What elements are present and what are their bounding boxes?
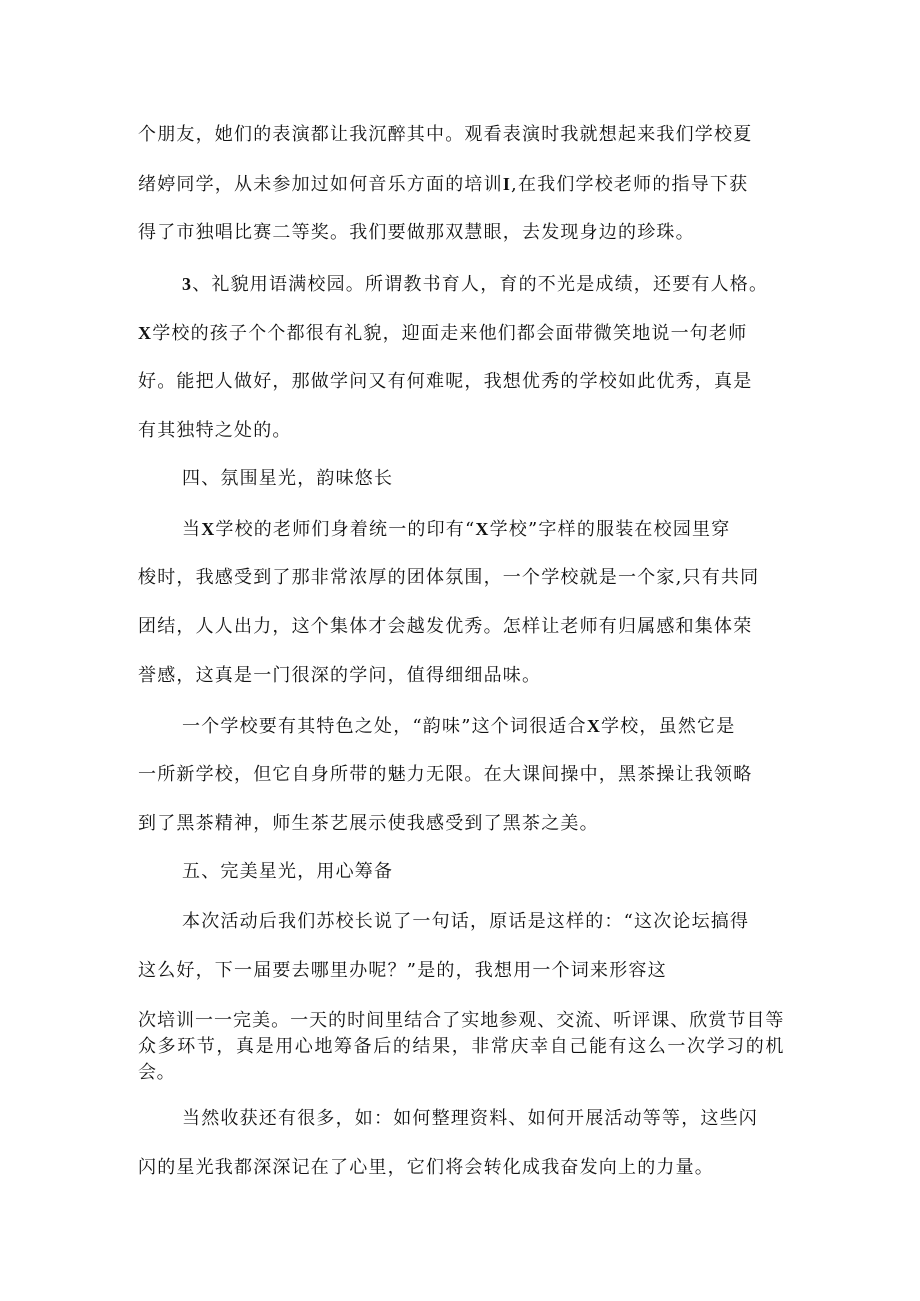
text-line: 团结，人人出力，这个集体才会越发优秀。怎样让老师有归属感和集体荣	[138, 616, 753, 637]
text-line: 当然收获还有很多，如：如何整理资料、如何开展活动等等，这些闪	[182, 1108, 758, 1129]
text-line: 四、氛围星光，韵味悠长	[182, 468, 394, 489]
text-line: 这么好，下一届要去哪里办呢？”是的，我想用一个词来形容这	[138, 960, 667, 981]
text-line: 梭时，我感受到了那非常浓厚的团体氛围，一个学校就是一个家,只有共同	[138, 567, 760, 588]
text-line: 本次活动后我们苏校长说了一句话，原话是这样的：“这次论坛搞得	[182, 911, 750, 932]
text-line: 得了市独唱比赛二等奖。我们要做那双慧眼，去发现身边的珍珠。	[138, 222, 695, 243]
text-line: 五、完美星光，用心筹备	[182, 861, 394, 882]
text-line: 个朋友，她们的表演都让我沉醉其中。观看表演时我就想起来我们学校夏	[138, 124, 753, 145]
text-line: 好。能把人做好，那做学问又有何难呢，我想优秀的学校如此优秀，真是	[138, 371, 753, 392]
text-line: 3、礼貌用语满校园。所谓教书育人，育的不光是成绩，还要有人格。	[182, 274, 769, 295]
text-line: 闪的星光我都深深记在了心里，它们将会转化成我奋发向上的力量。	[138, 1157, 714, 1178]
text-line: X学校的孩子个个都很有礼貌，迎面走来他们都会面带微笑地说一句老师	[138, 323, 748, 344]
text-line: 誉感，这真是一门很深的学问，值得细细品味。	[138, 665, 542, 686]
text-line: 当X学校的老师们身着统一的印有“X学校”字样的服装在校园里穿	[182, 519, 731, 540]
dense-paragraph: 次培训一一完美。一天的时间里结合了实地参观、交流、听评课、欣赏节目等众多环节，真是用心地筹备后的结果，非常庆幸自己能有这么一次学习的机会。	[138, 1010, 784, 1083]
text-line: 绪婷同学，从未参加过如何音乐方面的培训I,在我们学校老师的指导下获	[138, 174, 749, 195]
text-line: 一所新学校，但它自身所带的魅力无限。在大课间操中，黑茶操让我领略	[138, 764, 753, 785]
text-line: 到了黑茶精神，师生茶艺展示使我感受到了黑茶之美。	[138, 813, 599, 834]
text-line: 一个学校要有其特色之处，“韵味”这个词很适合X学校，虽然它是	[182, 716, 736, 737]
text-line: 有其独特之处的。	[138, 420, 292, 441]
